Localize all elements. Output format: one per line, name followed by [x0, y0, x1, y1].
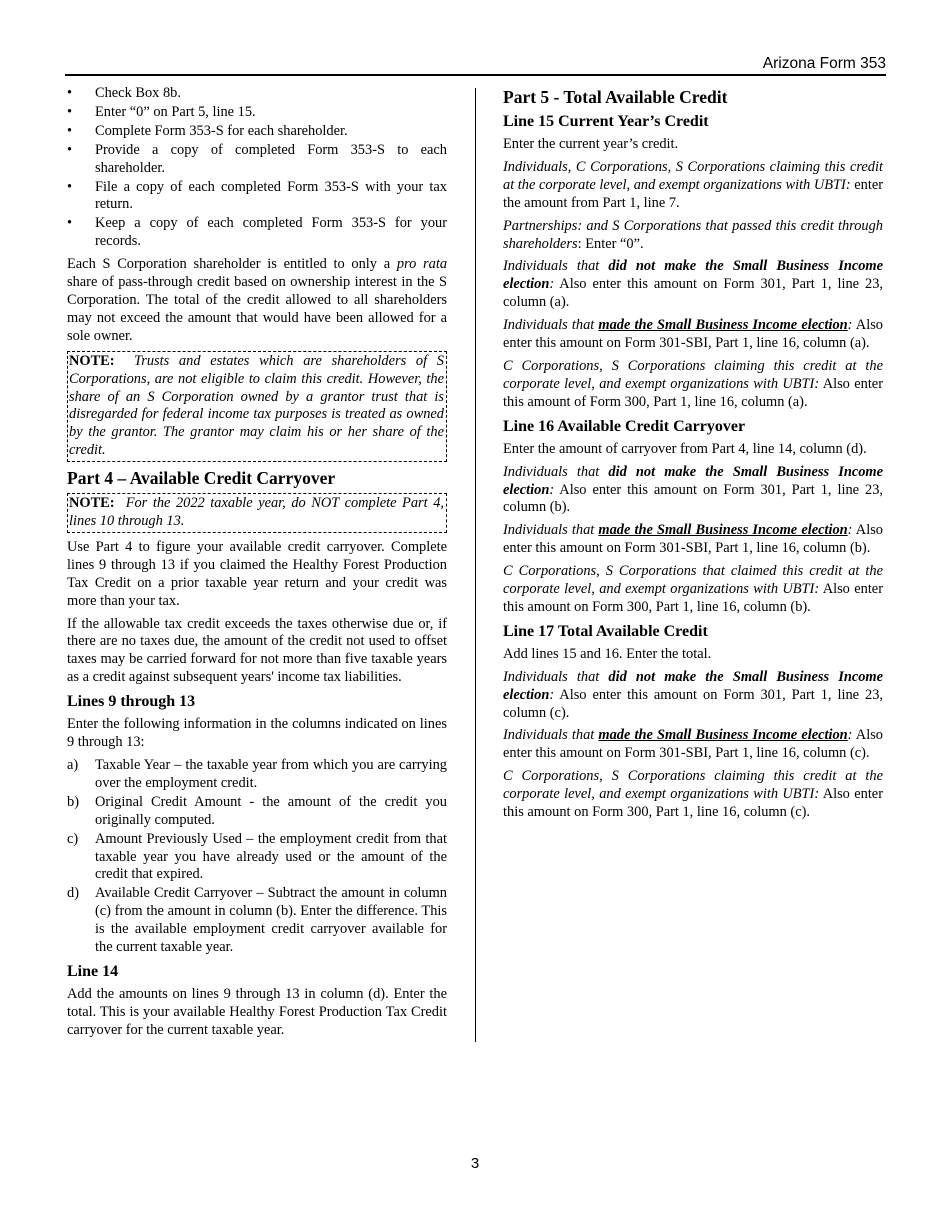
bullet-item: • Check Box 8b.	[67, 85, 447, 103]
header-rule	[65, 74, 886, 76]
line15-paragraph: Individuals, C Corporations, S Corporations claiming this credit at the corporate level, and exempt organizations with UBTI: enter the amount from Part 1, line 7.	[503, 158, 884, 211]
list-item: d) Available Credit Carryover – Subtract the amount in column (c) from the amount in column (b). Enter the difference. This is the available employment credit carryover available for the current taxable year.	[67, 885, 447, 956]
lines9-13-heading: Lines 9 through 13	[67, 693, 196, 711]
form-title: Arizona Form 353	[762, 55, 886, 72]
line16-intro: Enter the amount of carryover from Part 4, line 14, column (d).	[503, 440, 867, 457]
column-divider	[475, 88, 476, 1042]
list-item: a) Taxable Year – the taxable year from which you are carrying over the employment credit.	[67, 757, 447, 791]
line16-paragraph: C Corporations, S Corporations that claimed this credit at the corporate level, and exempt organizations with UBTI: Also enter this amount on Form 300, Part 1, line 16, column (b).	[503, 563, 883, 615]
line14-text: Add the amounts on lines 9 through 13 in column (d). Enter the total. This is your available Healthy Forest Production Tax Credit carryover for the current taxable year.	[67, 985, 447, 1038]
line15-paragraph: Individuals that made the Small Business Income election: Also enter this amount on Form 301-SBI, Part 1, line 16, column (a).	[503, 317, 883, 352]
bullet-item: • Enter “0” on Part 5, line 15.	[67, 104, 447, 122]
note-trusts: NOTE: Trusts and estates which are shareholders of S Corporations, are not eligible to claim this credit. However, the share of an S Corporation owned by a grantor trust that is disregarded for federal income tax purposes is treated as owned by the grantor. The grantor may claim his or her share of the credit.	[67, 351, 447, 462]
part5-heading: Part 5 - Total Available Credit	[503, 87, 728, 107]
line14-heading: Line 14	[67, 962, 119, 980]
list-item: b) Original Credit Amount - the amount of the credit you originally computed.	[67, 793, 447, 828]
line17-heading: Line 17 Total Available Credit	[503, 622, 708, 640]
line17-paragraph: Individuals that did not make the Small Business Income election: Also enter this amount on Form 301, Part 1, line 23, column (c).	[503, 668, 883, 721]
line15-heading: Line 15 Current Year’s Credit	[503, 113, 709, 130]
bullet-item: • File a copy of each completed Form 353-S with your tax return.	[67, 179, 447, 215]
line15-paragraph: Individuals that did not make the Small Business Income election: Also enter this amount on Form 301, Part 1, line 23, column (a).	[503, 258, 883, 311]
line15-paragraph: C Corporations, S Corporations claiming this credit at the corporate level, and exempt organizations with UBTI: Also enter this amount of Form 300, Part 1, line 16, column (a).	[503, 357, 883, 410]
page-number: 3	[470, 1155, 480, 1172]
bullet-item: • Keep a copy of each completed Form 353-S for your records.	[67, 215, 447, 251]
part4-paragraph-2: If the allowable tax credit exceeds the taxes otherwise due or, if there are no taxes due, the amount of the credit not used to offset taxes may be carried forward for not more than five taxable years as a credit against subsequent years' income tax liabilities.	[67, 615, 447, 686]
list-item: c) Amount Previously Used – the employment credit from that taxable year you have already used or the amount of the credit that expired.	[67, 830, 447, 883]
line16-paragraph: Individuals that made the Small Business Income election: Also enter this amount on Form 301-SBI, Part 1, line 16, column (b).	[503, 522, 883, 557]
bullet-item: • Provide a copy of completed Form 353-S to each shareholder.	[67, 142, 447, 178]
lines9-13-list	[67, 757, 447, 957]
line16-paragraph: Individuals that did not make the Small Business Income election: Also enter this amount on Form 301, Part 1, line 23, column (b).	[503, 463, 883, 516]
line15-paragraph: Partnerships: and S Corporations that passed this credit through shareholders: Enter “0”.	[503, 217, 883, 252]
part4-heading: Part 4 – Available Credit Carryover	[67, 468, 336, 489]
instruction-bullets	[67, 85, 447, 251]
part4-paragraph-1: Use Part 4 to figure your available credit carryover. Complete lines 9 through 13 if you claimed the Healthy Forest Production Tax Credit on a prior taxable year return and your credit was more than your tax.	[67, 538, 447, 609]
line17-paragraph: C Corporations, S Corporations claiming this credit at the corporate level, and exempt organizations with UBTI: Also enter this amount on Form 300, Part 1, line 16, column (c).	[503, 768, 883, 821]
lines9-13-intro: Enter the following information in the columns indicated on lines 9 through 13:	[67, 716, 447, 751]
note-2022: NOTE: For the 2022 taxable year, do NOT complete Part 4, lines 10 through 13.	[67, 493, 447, 533]
line17-intro: Add lines 15 and 16. Enter the total.	[503, 645, 712, 662]
line16-heading: Line 16 Available Credit Carryover	[503, 417, 746, 435]
shareholder-paragraph: Each S Corporation shareholder is entitled to only a pro rata share of pass-through credit based on ownership interest in the S Corporation. The total of the credit allowed to all shareholders may not exceed the amount that would have been allowed for a sole owner.	[67, 256, 448, 344]
bullet-item: • Complete Form 353-S for each shareholder.	[67, 123, 447, 141]
right-column	[503, 85, 883, 827]
line15-intro: Enter the current year’s credit.	[503, 136, 679, 152]
left-column	[67, 85, 447, 1045]
line17-paragraph: Individuals that made the Small Business Income election: Also enter this amount on Form 301-SBI, Part 1, line 16, column (c).	[503, 727, 883, 762]
